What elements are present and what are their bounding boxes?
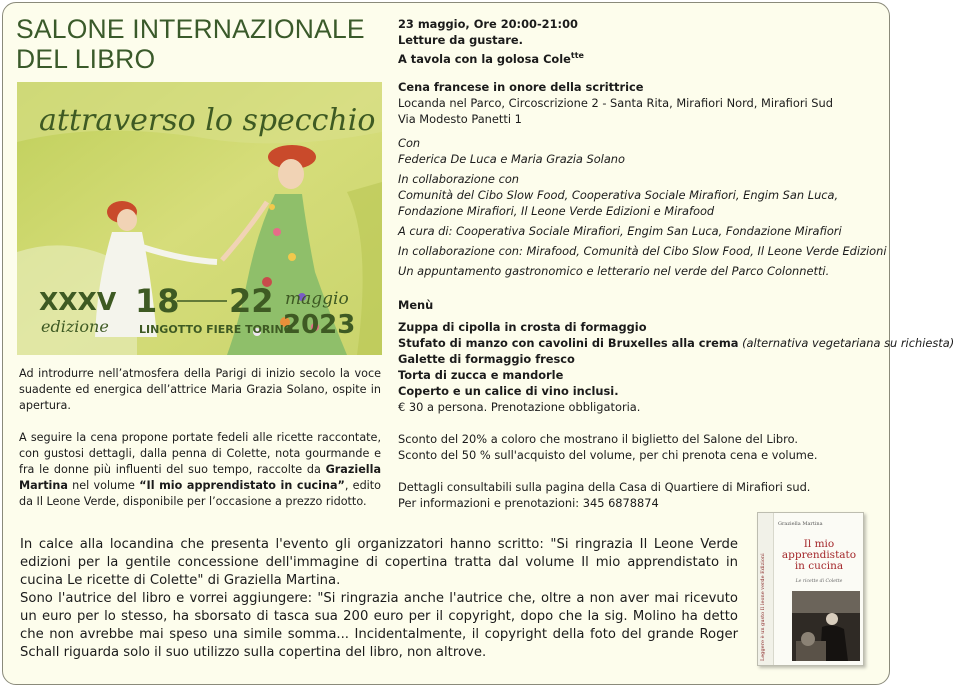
discount-1: Sconto del 20% a coloro che mostrano il biglietto del Salone del Libro. xyxy=(398,431,798,446)
book-spine-text: Leggere è un gusto Il leone verde Edizioni xyxy=(760,553,766,661)
intro-text xyxy=(19,366,381,526)
menu-item-2-note: (alternativa vegetariana su richiesta) xyxy=(738,335,954,350)
event-line-3-sup: tte xyxy=(570,51,584,60)
poster-headline: attraverso lo specchio xyxy=(39,103,376,138)
event-line-3-text: A tavola con la golosa Cole xyxy=(398,51,571,66)
collab-line-1: Comunità del Cibo Slow Food, Cooperativa Sociale Mirafiori, Engim San Luca, xyxy=(398,187,839,202)
cover-photo-illustration xyxy=(792,591,860,661)
intro-paragraph-2 xyxy=(19,430,381,510)
menu-label: Menù xyxy=(398,297,434,312)
intro-p2-text-1: A seguire la cena propone portate fedeli alle ricette raccontate, con gustosi dettagli, dalla penna di Colette, nota gourmande e fra le donne più influenti del suo tempo, raccolte da xyxy=(19,431,381,476)
dinner-title: Cena francese in onore della scrittrice xyxy=(398,79,644,94)
event-line-2: Letture da gustare. xyxy=(398,33,523,47)
collab-2-line: In collaborazione con: Mirafood, Comunità del Cibo Slow Food, Il Leone Verde Edizioni xyxy=(398,243,887,258)
con-label: Con xyxy=(398,135,421,150)
event-poster xyxy=(17,82,382,355)
event-place-2: Via Modesto Panetti 1 xyxy=(398,111,522,126)
event-datetime: 23 maggio, Ore 20:00-21:00 xyxy=(398,17,578,31)
collab-label: In collaborazione con xyxy=(398,171,520,186)
book-title xyxy=(778,539,860,572)
book-subtitle: Le ricette di Colette xyxy=(795,579,843,584)
intro-p2-text-2: nel volume xyxy=(67,479,140,492)
author-note-paragraph-2: Sono l'autrice del libro e vorrei aggiungere: "Si ringrazia anche l'autrice che, oltre a non aver mai ricevuto un euro per lo stesso, ha sborsato di tasca sua 200 euro per il copyright, dopo che la sig. Molino ha detto che non avrebbe mai speso una simile somma... Incidentalmente, il copyright della foto del grande Roger Schall riguarda solo il suo utilizzo sulla copertina del libro, non altrove. xyxy=(20,591,738,660)
details-line: Dettagli consultabili sulla pagina della Casa di Quartiere di Mirafiori sud. xyxy=(398,479,811,494)
cura-line: A cura di: Cooperativa Sociale Mirafiori, Engim San Luca, Fondazione Mirafiori xyxy=(398,223,842,238)
poster-illustration xyxy=(17,82,382,355)
poster-year: 2023 xyxy=(283,310,356,340)
book-cover xyxy=(757,512,864,666)
collab-line-2: Fondazione Mirafiori, Il Leone Verde Edizioni e Mirafood xyxy=(398,203,715,218)
author-note-paragraph-1: In calce alla locandina che presenta l'evento gli organizzatori hanno scritto: "Si ringrazia Il Leone Verde edizioni per la gentile concessione dell'immagine di copertina tratta dal volume Il mio apprendistato in cucina Le ricette di Colette" di Graziella Martina. xyxy=(20,537,738,588)
poster-day-start: 18 xyxy=(135,282,180,320)
poster-edition-number: XXXV xyxy=(39,287,117,316)
discount-2: Sconto del 50 % sull'acquisto del volume, per chi prenota cena e volume. xyxy=(398,447,818,462)
book-cover-photo xyxy=(792,591,860,661)
menu-item-2 xyxy=(398,335,954,351)
book-author: Graziella Martina xyxy=(778,521,823,527)
poster-edition-word: edizione xyxy=(41,317,109,336)
book-title-line-1: Il mio xyxy=(803,538,835,550)
appuntamento-line: Un appuntamento gastronomico e letterario nel verde del Parco Colonnetti. xyxy=(398,263,830,278)
author-name: Graziella Martina xyxy=(19,463,381,492)
menu-item-5: Coperto e un calice di vino inclusi. xyxy=(398,383,619,398)
book-title-line-2: apprendistato xyxy=(781,549,857,561)
intro-p2-text-3: , edito da Il Leone Verde, disponibile per l’occasione a prezzo ridotto. xyxy=(19,479,382,508)
menu-item-3: Galette di formaggio fresco xyxy=(398,351,575,366)
title-line-1: SALONE INTERNAZIONALE xyxy=(16,14,365,44)
menu-item-4: Torta di zucca e mandorle xyxy=(398,367,564,382)
poster-venue: LINGOTTO FIERE TORINO xyxy=(139,323,294,336)
event-line-3 xyxy=(398,48,888,67)
author-note xyxy=(20,536,738,662)
book-title-mention: “Il mio apprendistato in cucina” xyxy=(139,479,345,492)
menu-price: € 30 a persona. Prenotazione obbligatoria. xyxy=(398,399,641,414)
page-title xyxy=(16,14,365,74)
event-place-1: Locanda nel Parco, Circoscrizione 2 - Santa Rita, Mirafiori Nord, Mirafiori Sud xyxy=(398,95,833,110)
menu-item-2-text: Stufato di manzo con cavolini di Bruxelles alla crema xyxy=(398,335,739,350)
menu-item-1: Zuppa di cipolla in crosta di formaggio xyxy=(398,319,647,334)
book-title-line-3: in cucina xyxy=(794,560,844,572)
con-names: Federica De Luca e Maria Grazia Solano xyxy=(398,151,625,166)
intro-paragraph-1: Ad introdurre nell’atmosfera della Parigi di inizio secolo la voce suadente ed energica dell’attrice Maria Grazia Solano, ospite in apertura. xyxy=(19,367,381,412)
contact-line: Per informazioni e prenotazioni: 345 6878874 xyxy=(398,495,659,510)
title-line-2: DEL LIBRO xyxy=(16,44,156,74)
event-details xyxy=(398,16,954,511)
poster-month: maggio xyxy=(285,289,349,309)
poster-day-end: 22 xyxy=(229,282,274,320)
